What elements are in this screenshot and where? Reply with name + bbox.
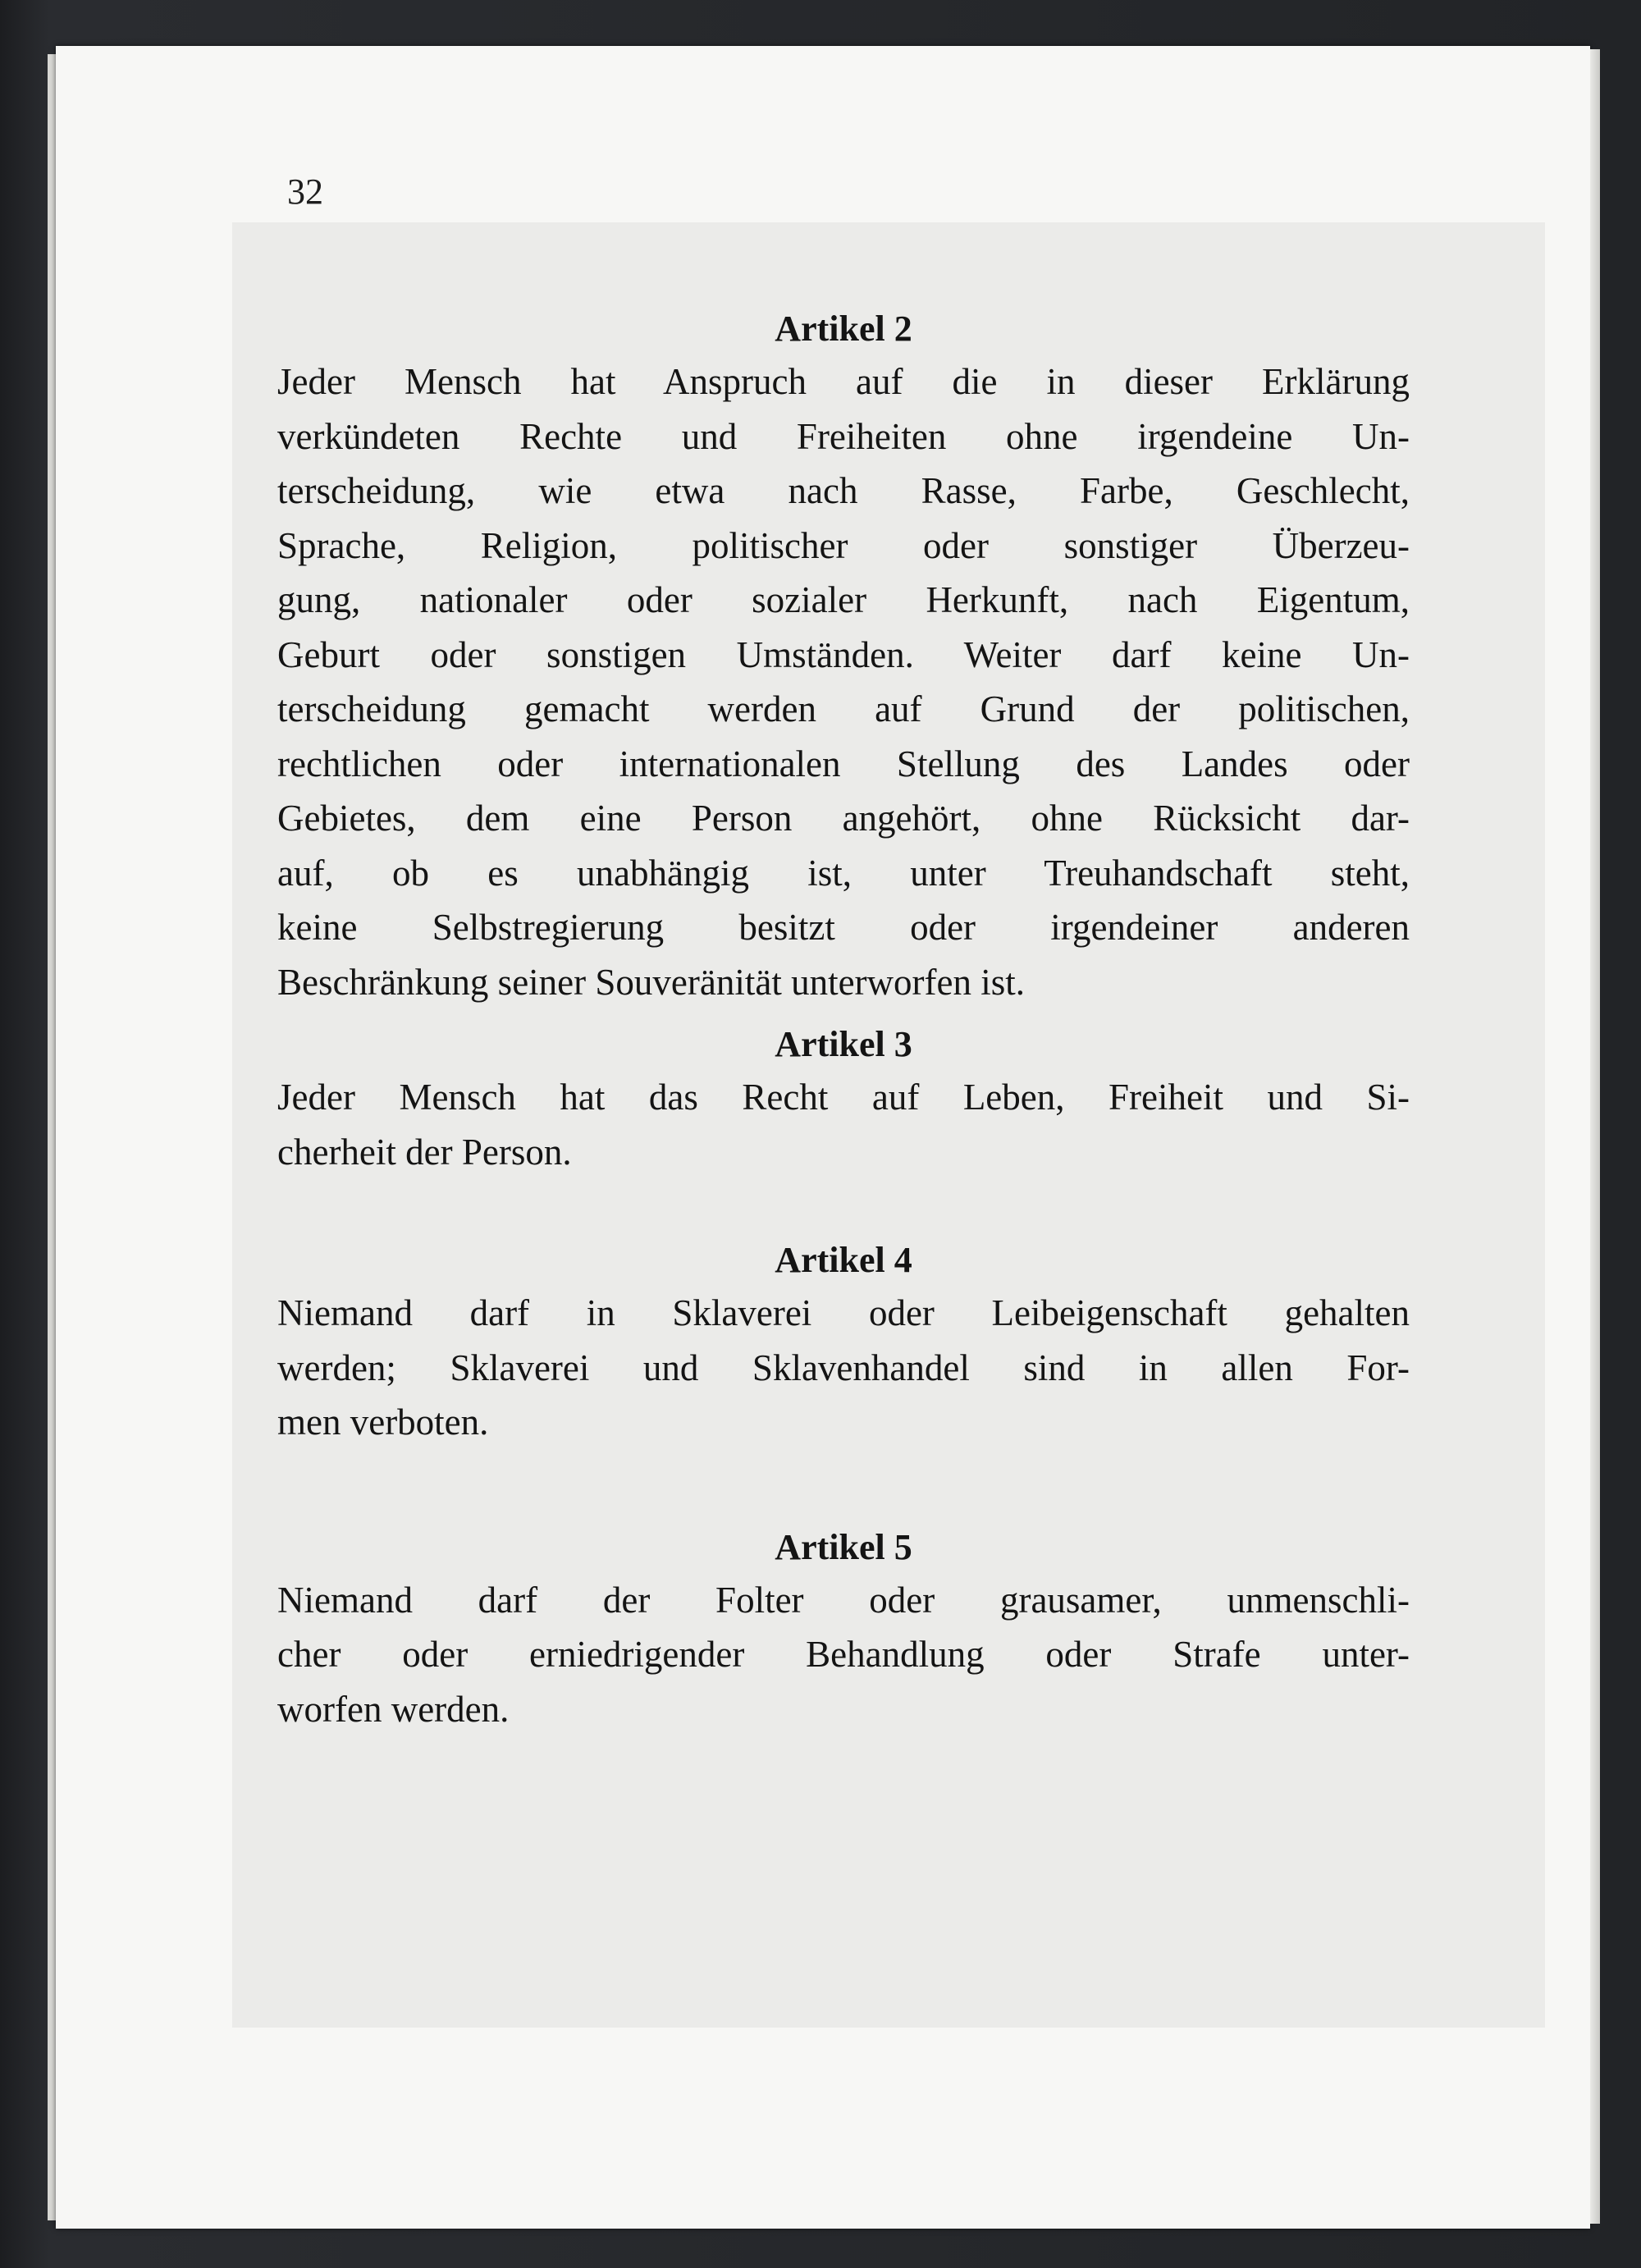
text-line: werden; Sklaverei und Sklavenhandel sind in allen For- xyxy=(277,1347,1410,1388)
text-line: rechtlichen oder internationalen Stellung des Landes oder xyxy=(277,743,1410,784)
article-2-heading: Artikel 2 xyxy=(775,309,912,349)
article-3-heading: Artikel 3 xyxy=(775,1024,912,1064)
text-line: Niemand darf der Folter oder grausamer, unmenschli- xyxy=(277,1579,1410,1621)
text-line: Gebietes, dem eine Person angehört, ohne Rücksicht dar- xyxy=(277,798,1410,839)
page-edge-right xyxy=(1590,49,1600,2224)
text-line: Jeder Mensch hat Anspruch auf die in dieser Erklärung xyxy=(277,361,1410,402)
text-line: Beschränkung seiner Souveränität unterworfen ist. xyxy=(277,961,1025,1003)
text-line: cherheit der Person. xyxy=(277,1131,572,1173)
article-5 xyxy=(277,1522,1410,1737)
text-line: men verboten. xyxy=(277,1401,489,1443)
text-line: verkündeten Rechte und Freiheiten ohne irgendeine Un- xyxy=(277,415,1410,457)
page-edge-left xyxy=(48,54,56,2220)
article-2-body xyxy=(277,354,1410,1009)
article-3-body xyxy=(277,1070,1410,1179)
text-line: worfen werden. xyxy=(277,1688,510,1730)
article-4-heading: Artikel 4 xyxy=(775,1240,912,1280)
text-line: Niemand darf in Sklaverei oder Leibeigenschaft gehalten xyxy=(277,1292,1410,1333)
text-line: gung, nationaler oder sozialer Herkunft, nach Eigentum, xyxy=(277,579,1410,620)
text-line: Geburt oder sonstigen Umständen. Weiter darf keine Un- xyxy=(277,633,1410,675)
article-3 xyxy=(277,1019,1410,1179)
text-line: keine Selbstregierung besitzt oder irgendeiner anderen xyxy=(277,907,1410,948)
article-5-heading: Artikel 5 xyxy=(775,1526,912,1567)
text-line: Jeder Mensch hat das Recht auf Leben, Freiheit und Si- xyxy=(277,1077,1410,1118)
text-line: Sprache, Religion, politischer oder sonstiger Überzeu- xyxy=(277,524,1410,566)
text-line: terscheidung gemacht werden auf Grund der politischen, xyxy=(277,688,1410,729)
text-line: cher oder erniedrigender Behandlung oder Strafe unter- xyxy=(277,1634,1410,1675)
page-content xyxy=(277,304,1410,1736)
article-5-body xyxy=(277,1573,1410,1737)
article-4-body xyxy=(277,1286,1410,1450)
article-4 xyxy=(277,1235,1410,1450)
page-number: 32 xyxy=(287,171,323,212)
text-line: auf, ob es unabhängig ist, unter Treuhandschaft steht, xyxy=(277,852,1410,894)
article-2 xyxy=(277,304,1410,1009)
text-line: terscheidung, wie etwa nach Rasse, Farbe, Geschlecht, xyxy=(277,470,1410,511)
